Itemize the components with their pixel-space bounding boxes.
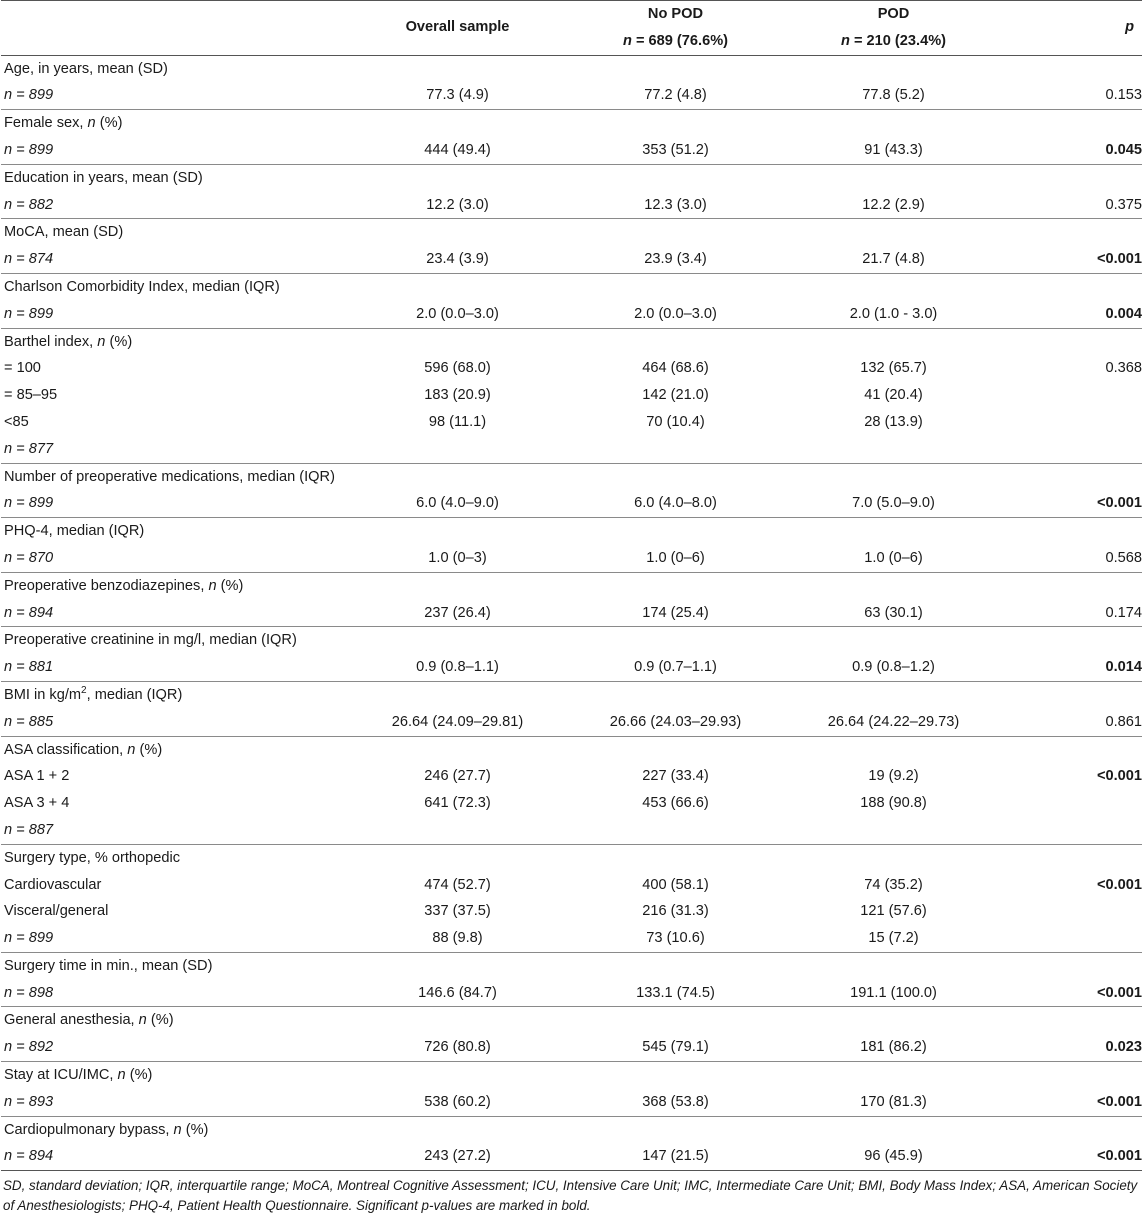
group-title: Stay at ICU/IMC, n (%) (4, 1067, 153, 1084)
row-label: n = 874 (4, 251, 54, 268)
group-title: General anesthesia, n (%) (4, 1012, 174, 1029)
row-label: n = 887 (4, 821, 54, 838)
cell-nopod: 545 (79.1) (642, 1039, 709, 1056)
cell-pod: 26.64 (24.22–29.73) (827, 713, 960, 730)
cell-p-value: <0.001 (1096, 495, 1142, 512)
row-label: n = 885 (4, 713, 54, 730)
cell-pod: 15 (7.2) (868, 930, 919, 947)
cell-p-value: 0.153 (1105, 87, 1142, 104)
cell-p-value: 0.368 (1105, 360, 1142, 377)
table-body (1, 55, 1142, 1171)
table-row (1, 763, 1142, 790)
table-row (1, 872, 1142, 899)
cell-overall: 1.0 (0–3) (428, 549, 487, 566)
group-title-row (1, 1007, 1142, 1034)
group-title: Charlson Comorbidity Index, median (IQR) (4, 278, 280, 295)
table-row (1, 600, 1142, 627)
table-row (1, 925, 1142, 952)
cell-p-value (1001, 817, 1142, 844)
cell-pod: 132 (65.7) (860, 360, 927, 377)
cell-pod (783, 436, 1001, 463)
table-row (1, 490, 1142, 517)
cell-nopod: 227 (33.4) (642, 768, 709, 785)
row-label: n = 881 (4, 659, 54, 676)
table-row (1, 382, 1142, 409)
table-row (1, 1089, 1142, 1116)
table-row (1, 790, 1142, 817)
cell-overall: 26.64 (24.09–29.81) (391, 713, 524, 730)
cell-overall: 88 (9.8) (432, 930, 483, 947)
cell-pod: 41 (20.4) (864, 387, 923, 404)
cell-nopod: 147 (21.5) (642, 1148, 709, 1165)
cell-pod: 0.9 (0.8–1.2) (852, 659, 935, 676)
table-row (1, 246, 1142, 273)
group-title: BMI in $kg/m^2$, median (IQR) (4, 685, 183, 703)
cell-overall: 641 (72.3) (424, 795, 491, 812)
cell-nopod: 1.0 (0–6) (646, 549, 705, 566)
group-title-row (1, 55, 1142, 82)
group-title: Barthel index, n (%) (4, 333, 133, 350)
row-label: ASA 1 + 2 (4, 768, 70, 785)
table-row (1, 355, 1142, 382)
row-label: n = 899 (4, 141, 54, 158)
cell-p-value: <0.001 (1096, 768, 1142, 785)
cell-nopod: 464 (68.6) (642, 360, 709, 377)
table-row (1, 301, 1142, 328)
group-title: ASA classification, n (%) (4, 741, 163, 758)
cell-pod: 170 (81.3) (860, 1093, 927, 1110)
cell-pod: 19 (9.2) (868, 768, 919, 785)
cell-pod: 181 (86.2) (860, 1039, 927, 1056)
table-row (1, 409, 1142, 436)
cell-pod: 191.1 (100.0) (850, 984, 937, 1001)
cell-overall: 596 (68.0) (424, 360, 491, 377)
cell-overall: 243 (27.2) (424, 1148, 491, 1165)
cell-p-value: 0.568 (1105, 549, 1142, 566)
cell-nopod: 2.0 (0.0–3.0) (634, 305, 717, 322)
cell-pod: 12.2 (2.9) (862, 196, 925, 213)
cell-p-value (1001, 898, 1142, 925)
cell-nopod: 453 (66.6) (642, 795, 709, 812)
cell-pod: 63 (30.1) (864, 604, 923, 621)
table-row (1, 1034, 1142, 1061)
group-title-row (1, 219, 1142, 246)
cell-p-value (1001, 436, 1142, 463)
row-label: n = 899 (4, 495, 54, 512)
row-label: = 100 (4, 360, 41, 377)
cell-overall: 726 (80.8) (424, 1039, 491, 1056)
group-title: Surgery type, % orthopedic (4, 849, 181, 866)
group-title-row (1, 681, 1142, 708)
cell-nopod: 23.9 (3.4) (644, 251, 707, 268)
cell-p-value (1001, 925, 1142, 952)
cell-overall: 237 (26.4) (424, 604, 491, 621)
cell-overall: 246 (27.7) (424, 768, 491, 785)
header-label-column (1, 1, 347, 56)
group-title: MoCA, mean (SD) (4, 224, 124, 241)
cell-pod: 28 (13.9) (864, 413, 923, 430)
row-label: <85 (4, 413, 29, 430)
cell-pod: 91 (43.3) (864, 141, 923, 158)
cell-p-value: 0.861 (1105, 713, 1142, 730)
results-table (1, 0, 1142, 1171)
table-row (1, 82, 1142, 109)
group-title: Cardiopulmonary bypass, n (%) (4, 1121, 209, 1138)
cell-pod: 1.0 (0–6) (864, 549, 923, 566)
group-title: Education in years, mean (SD) (4, 169, 203, 186)
group-title-row (1, 328, 1142, 355)
cell-nopod: 77.2 (4.8) (644, 87, 707, 104)
table-row (1, 545, 1142, 572)
group-title: Female sex, n (%) (4, 115, 123, 132)
group-title: Number of preoperative medications, median (IQR) (4, 468, 335, 485)
group-title: Preoperative benzodiazepines, n (%) (4, 577, 244, 594)
row-label: Cardiovascular (4, 876, 102, 893)
cell-overall: 12.2 (3.0) (426, 196, 489, 213)
group-title-row (1, 273, 1142, 300)
cell-nopod: 70 (10.4) (646, 413, 705, 430)
cell-nopod (565, 436, 783, 463)
cell-overall: 337 (37.5) (424, 903, 491, 920)
cell-overall: 0.9 (0.8–1.1) (416, 659, 499, 676)
cell-overall (347, 817, 565, 844)
cell-overall: 444 (49.4) (424, 141, 491, 158)
cell-pod: 74 (35.2) (864, 876, 923, 893)
header-nopod-n: n = 689 (76.6%) (622, 32, 729, 49)
cell-pod: 96 (45.9) (864, 1148, 923, 1165)
cell-nopod: 142 (21.0) (642, 387, 709, 404)
cell-overall (347, 436, 565, 463)
row-label: Visceral/general (4, 903, 109, 920)
cell-p-value: <0.001 (1096, 1093, 1142, 1110)
table-row (1, 709, 1142, 736)
cell-overall: 77.3 (4.9) (426, 87, 489, 104)
row-label: = 85–95 (4, 387, 58, 404)
header-overall: Overall sample (405, 19, 510, 36)
cell-overall: 146.6 (84.7) (418, 984, 497, 1001)
cell-pod: 77.8 (5.2) (862, 87, 925, 104)
cell-p-value: <0.001 (1096, 984, 1142, 1001)
header-pod-n: n = 210 (23.4%) (840, 32, 947, 49)
group-title-row (1, 463, 1142, 490)
table-row (1, 980, 1142, 1007)
group-title: Surgery time in min., mean (SD) (4, 957, 213, 974)
cell-pod: 7.0 (5.0–9.0) (852, 495, 935, 512)
group-title-row (1, 1062, 1142, 1089)
cell-pod: 2.0 (1.0 - 3.0) (849, 305, 938, 322)
group-title-row (1, 627, 1142, 654)
cell-overall: 474 (52.7) (424, 876, 491, 893)
cell-nopod: 216 (31.3) (642, 903, 709, 920)
cell-nopod: 368 (53.8) (642, 1093, 709, 1110)
header-nopod: No POD n = 689 (76.6%) (565, 1, 783, 56)
cell-overall: 98 (11.1) (428, 413, 487, 430)
row-label: n = 892 (4, 1039, 54, 1056)
group-title-row (1, 736, 1142, 763)
cell-p-value: 0.023 (1105, 1039, 1142, 1056)
cell-p-value: <0.001 (1096, 251, 1142, 268)
table-row (1, 137, 1142, 164)
cell-nopod: 26.66 (24.03–29.93) (609, 713, 742, 730)
cell-p-value (1001, 790, 1142, 817)
row-label: n = 899 (4, 930, 54, 947)
row-label: n = 870 (4, 549, 54, 566)
cell-p-value: 0.004 (1105, 305, 1142, 322)
cell-p-value: <0.001 (1096, 876, 1142, 893)
cell-pod (783, 817, 1001, 844)
group-title-row (1, 572, 1142, 599)
row-label: n = 877 (4, 440, 54, 457)
cell-overall: 2.0 (0.0–3.0) (416, 305, 499, 322)
cell-overall: 23.4 (3.9) (426, 251, 489, 268)
cell-pod: 21.7 (4.8) (862, 251, 925, 268)
row-label: n = 893 (4, 1093, 54, 1110)
group-title-row (1, 518, 1142, 545)
header-pod: POD n = 210 (23.4%) (783, 1, 1001, 56)
row-label: n = 882 (4, 196, 54, 213)
row-label: n = 899 (4, 305, 54, 322)
group-title-row (1, 952, 1142, 979)
group-title: Preoperative creatinine in mg/l, median (IQR) (4, 632, 297, 649)
group-title: Age, in years, mean (SD) (4, 60, 168, 77)
cell-nopod: 400 (58.1) (642, 876, 709, 893)
group-title-row (1, 1116, 1142, 1143)
cell-nopod: 353 (51.2) (642, 141, 709, 158)
table-row (1, 1143, 1142, 1170)
table-row (1, 192, 1142, 219)
cell-nopod: 73 (10.6) (646, 930, 705, 947)
group-title-row (1, 110, 1142, 137)
row-label: n = 894 (4, 1148, 54, 1165)
cell-overall: 183 (20.9) (424, 387, 491, 404)
cell-nopod: 133.1 (74.5) (636, 984, 715, 1001)
table-header-row (1, 1, 1142, 56)
cell-nopod: 174 (25.4) (642, 604, 709, 621)
cell-p-value: 0.375 (1105, 196, 1142, 213)
cell-p-value (1001, 382, 1142, 409)
cell-pod: 188 (90.8) (860, 795, 927, 812)
cell-nopod (565, 817, 783, 844)
group-title-row (1, 164, 1142, 191)
table-row (1, 436, 1142, 463)
row-label: n = 894 (4, 604, 54, 621)
table-row (1, 898, 1142, 925)
cell-pod: 121 (57.6) (860, 903, 927, 920)
table-footnote: SD, standard deviation; IQR, interquartile range; MoCA, Montreal Cognitive Assessment; ICU, Intensive Care Unit; IMC, Intermediate Care Unit; BMI, Body Mass Index; ASA, American Society of Anesthesiologists; PHQ-4, Patient Health Questionnaire. Significant p-values are marked in bold. (3, 1178, 1138, 1214)
cell-p-value: 0.045 (1105, 141, 1142, 158)
cell-nopod: 6.0 (4.0–8.0) (634, 495, 717, 512)
cell-p-value: 0.014 (1105, 659, 1142, 676)
group-title: PHQ-4, median (IQR) (4, 523, 145, 540)
cell-nopod: 12.3 (3.0) (644, 196, 707, 213)
cell-p-value (1001, 409, 1142, 436)
cell-overall: 538 (60.2) (424, 1093, 491, 1110)
row-label: ASA 3 + 4 (4, 795, 70, 812)
cell-overall: 6.0 (4.0–9.0) (416, 495, 499, 512)
cell-nopod: 0.9 (0.7–1.1) (634, 659, 717, 676)
table-row (1, 817, 1142, 844)
cell-p-value: <0.001 (1096, 1148, 1142, 1165)
table-row (1, 654, 1142, 681)
cell-p-value: 0.174 (1105, 604, 1142, 621)
group-title-row (1, 844, 1142, 871)
row-label: n = 898 (4, 984, 54, 1001)
row-label: n = 899 (4, 87, 54, 104)
header-p: p (1125, 19, 1134, 36)
